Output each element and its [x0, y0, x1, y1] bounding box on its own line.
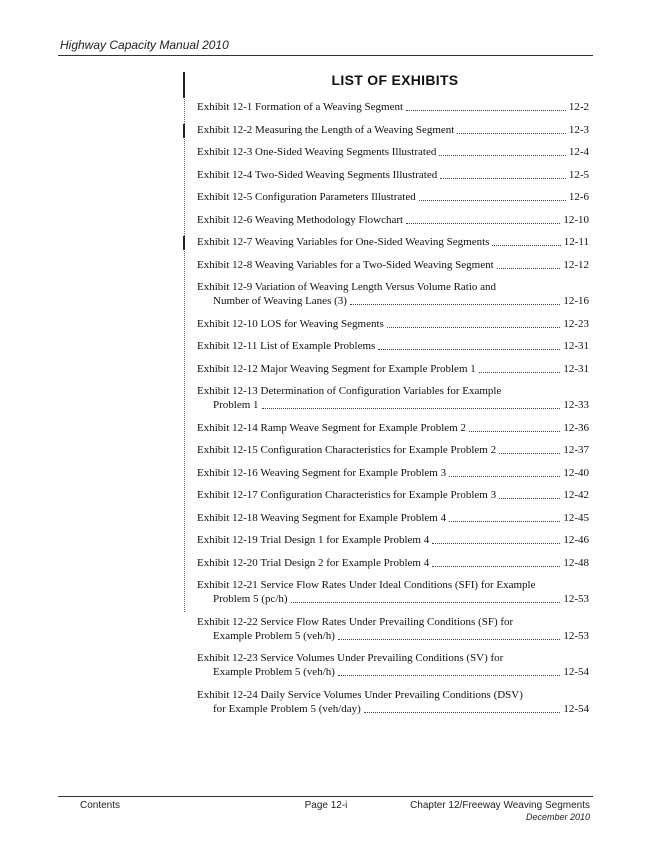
- exhibit-title: Exhibit 12-15 Configuration Characteristics for Example Problem 2: [197, 444, 497, 456]
- change-bar: [183, 124, 185, 138]
- exhibit-page-number: 12-16: [563, 295, 589, 307]
- dot-leader: [338, 675, 560, 676]
- exhibit-page-number: 12-46: [563, 534, 589, 546]
- exhibit-entry[interactable]: [197, 688, 589, 716]
- exhibit-title: Exhibit 12-22 Service Flow Rates Under Prevailing Conditions (SF) for: [197, 615, 514, 628]
- exhibit-title: Exhibit 12-18 Weaving Segment for Example Problem 4: [197, 511, 447, 524]
- dot-leader: [406, 110, 566, 111]
- footer-rule: [58, 796, 593, 797]
- change-bar: [183, 236, 185, 250]
- exhibit-entry[interactable]: [197, 488, 589, 502]
- dot-leader: [499, 453, 560, 454]
- dot-leader: [492, 245, 560, 246]
- footer-section: Contents: [80, 800, 121, 811]
- exhibit-page-number: 12-48: [563, 556, 589, 569]
- exhibit-page-number: 12-53: [563, 629, 589, 642]
- dot-leader: [439, 155, 565, 156]
- exhibit-title: Exhibit 12-3 One-Sided Weaving Segments Illustrated: [197, 146, 437, 158]
- exhibit-list: [197, 100, 589, 724]
- exhibit-title: Exhibit 12-13 Determination of Configuration Variables for Example: [197, 385, 502, 397]
- exhibit-page-number: 12-31: [563, 362, 589, 375]
- dot-leader: [378, 349, 560, 350]
- exhibit-entry[interactable]: [197, 258, 589, 272]
- exhibit-page-number: 12-12: [563, 258, 589, 271]
- exhibit-page-number: 12-31: [563, 340, 589, 352]
- exhibit-page-number: 12-37: [563, 444, 589, 456]
- exhibit-title: Exhibit 12-11 List of Example Problems: [197, 340, 376, 352]
- dot-leader: [406, 223, 560, 224]
- dot-leader: [440, 178, 566, 179]
- dot-leader: [432, 566, 560, 567]
- footer-chapter: Chapter 12/Freeway Weaving Segments: [410, 800, 590, 811]
- exhibit-title: Exhibit 12-8 Weaving Variables for a Two-Sided Weaving Segment: [197, 258, 494, 271]
- exhibit-title: Problem 1: [213, 399, 259, 411]
- change-bar: [183, 72, 185, 98]
- exhibit-entry[interactable]: [197, 578, 589, 606]
- exhibit-page-number: 12-53: [563, 593, 589, 605]
- exhibit-page-number: 12-10: [563, 213, 589, 226]
- exhibit-entry[interactable]: [197, 168, 589, 182]
- dot-leader: [262, 408, 561, 409]
- exhibit-entry[interactable]: [197, 533, 589, 547]
- exhibit-entry[interactable]: [197, 443, 589, 457]
- exhibit-title: Exhibit 12-1 Formation of a Weaving Segment: [197, 101, 404, 113]
- exhibit-page-number: 12-5: [568, 168, 589, 181]
- dot-leader: [449, 521, 560, 522]
- exhibit-page-number: 12-11: [563, 236, 589, 248]
- exhibit-entry[interactable]: [197, 511, 589, 525]
- exhibit-title: for Example Problem 5 (veh/day): [213, 702, 361, 715]
- exhibit-title: Number of Weaving Lanes (3): [213, 295, 347, 307]
- exhibit-entry[interactable]: [197, 466, 589, 480]
- dot-leader: [419, 200, 566, 201]
- exhibit-title: Exhibit 12-23 Service Volumes Under Prevailing Conditions (SV) for: [197, 652, 504, 664]
- exhibit-title: Exhibit 12-16 Weaving Segment for Example Problem 3: [197, 466, 447, 479]
- dot-leader: [338, 639, 560, 640]
- footer-page-number: Page 12-i: [304, 800, 348, 811]
- exhibit-entry[interactable]: [197, 362, 589, 376]
- exhibit-entry[interactable]: [197, 615, 589, 643]
- exhibit-page-number: 12-40: [563, 466, 589, 479]
- exhibit-page-number: 12-2: [568, 101, 589, 113]
- dot-leader: [432, 543, 560, 544]
- footer-date: December 2010: [525, 812, 590, 822]
- exhibit-entry[interactable]: [197, 421, 589, 435]
- dot-leader: [469, 431, 560, 432]
- exhibit-entry[interactable]: [197, 556, 589, 570]
- exhibit-page-number: 12-36: [563, 421, 589, 434]
- dot-leader: [479, 372, 561, 373]
- exhibit-title: Example Problem 5 (veh/h): [213, 666, 335, 678]
- exhibit-title: Exhibit 12-20 Trial Design 2 for Example Problem 4: [197, 556, 430, 569]
- exhibit-page-number: 12-6: [568, 191, 589, 203]
- exhibit-title: Exhibit 12-7 Weaving Variables for One-Sided Weaving Segments: [197, 236, 490, 248]
- exhibit-title: Exhibit 12-6 Weaving Methodology Flowchart: [197, 213, 404, 226]
- dot-leader: [364, 712, 560, 713]
- exhibit-title: Exhibit 12-24 Daily Service Volumes Under Prevailing Conditions (DSV): [197, 688, 523, 701]
- exhibit-title: Exhibit 12-17 Configuration Characteristics for Example Problem 3: [197, 489, 497, 501]
- exhibit-title: Exhibit 12-10 LOS for Weaving Segments: [197, 317, 384, 330]
- exhibit-title: Exhibit 12-9 Variation of Weaving Length Versus Volume Ratio and: [197, 281, 497, 293]
- exhibit-title: Exhibit 12-14 Ramp Weave Segment for Example Problem 2: [197, 421, 466, 434]
- exhibit-entry[interactable]: [197, 280, 589, 308]
- dot-leader: [457, 133, 565, 134]
- exhibit-entry[interactable]: [197, 100, 589, 114]
- dot-leader: [387, 327, 561, 328]
- dot-leader: [497, 268, 561, 269]
- exhibit-page-number: 12-42: [563, 489, 589, 501]
- exhibit-title: Example Problem 5 (veh/h): [213, 629, 335, 642]
- exhibit-entry[interactable]: [197, 317, 589, 331]
- margin-rule: [184, 72, 185, 612]
- exhibit-page-number: 12-23: [563, 317, 589, 330]
- page-title: LIST OF EXHIBITS: [331, 72, 459, 88]
- exhibit-entry[interactable]: [197, 213, 589, 227]
- exhibit-page-number: 12-33: [563, 399, 589, 411]
- exhibit-entry[interactable]: [197, 339, 589, 353]
- exhibit-title: Exhibit 12-19 Trial Design 1 for Example Problem 4: [197, 534, 430, 546]
- running-header: Highway Capacity Manual 2010: [60, 38, 229, 52]
- exhibit-entry[interactable]: [197, 651, 589, 679]
- exhibit-title: Exhibit 12-5 Configuration Parameters Illustrated: [197, 191, 416, 203]
- exhibit-title: Problem 5 (pc/h): [213, 593, 288, 605]
- exhibit-page-number: 12-54: [563, 666, 589, 678]
- exhibit-entry[interactable]: [197, 384, 589, 412]
- exhibit-title: Exhibit 12-12 Major Weaving Segment for Example Problem 1: [197, 362, 476, 375]
- exhibit-entry[interactable]: [197, 123, 589, 137]
- exhibit-title: Exhibit 12-21 Service Flow Rates Under Ideal Conditions (SFI) for Example: [197, 579, 536, 591]
- exhibit-page-number: 12-3: [568, 123, 589, 136]
- dot-leader: [291, 602, 561, 603]
- dot-leader: [499, 498, 560, 499]
- exhibit-entry[interactable]: [197, 190, 589, 204]
- exhibit-title: Exhibit 12-4 Two-Sided Weaving Segments Illustrated: [197, 168, 438, 181]
- exhibit-entry[interactable]: [197, 145, 589, 159]
- dot-leader: [449, 476, 560, 477]
- exhibit-page-number: 12-54: [563, 702, 589, 715]
- exhibit-page-number: 12-45: [563, 511, 589, 524]
- dot-leader: [350, 304, 560, 305]
- exhibit-title: Exhibit 12-2 Measuring the Length of a Weaving Segment: [197, 123, 455, 136]
- header-rule: [58, 55, 593, 56]
- exhibit-page-number: 12-4: [568, 146, 589, 158]
- exhibit-entry[interactable]: [197, 235, 589, 249]
